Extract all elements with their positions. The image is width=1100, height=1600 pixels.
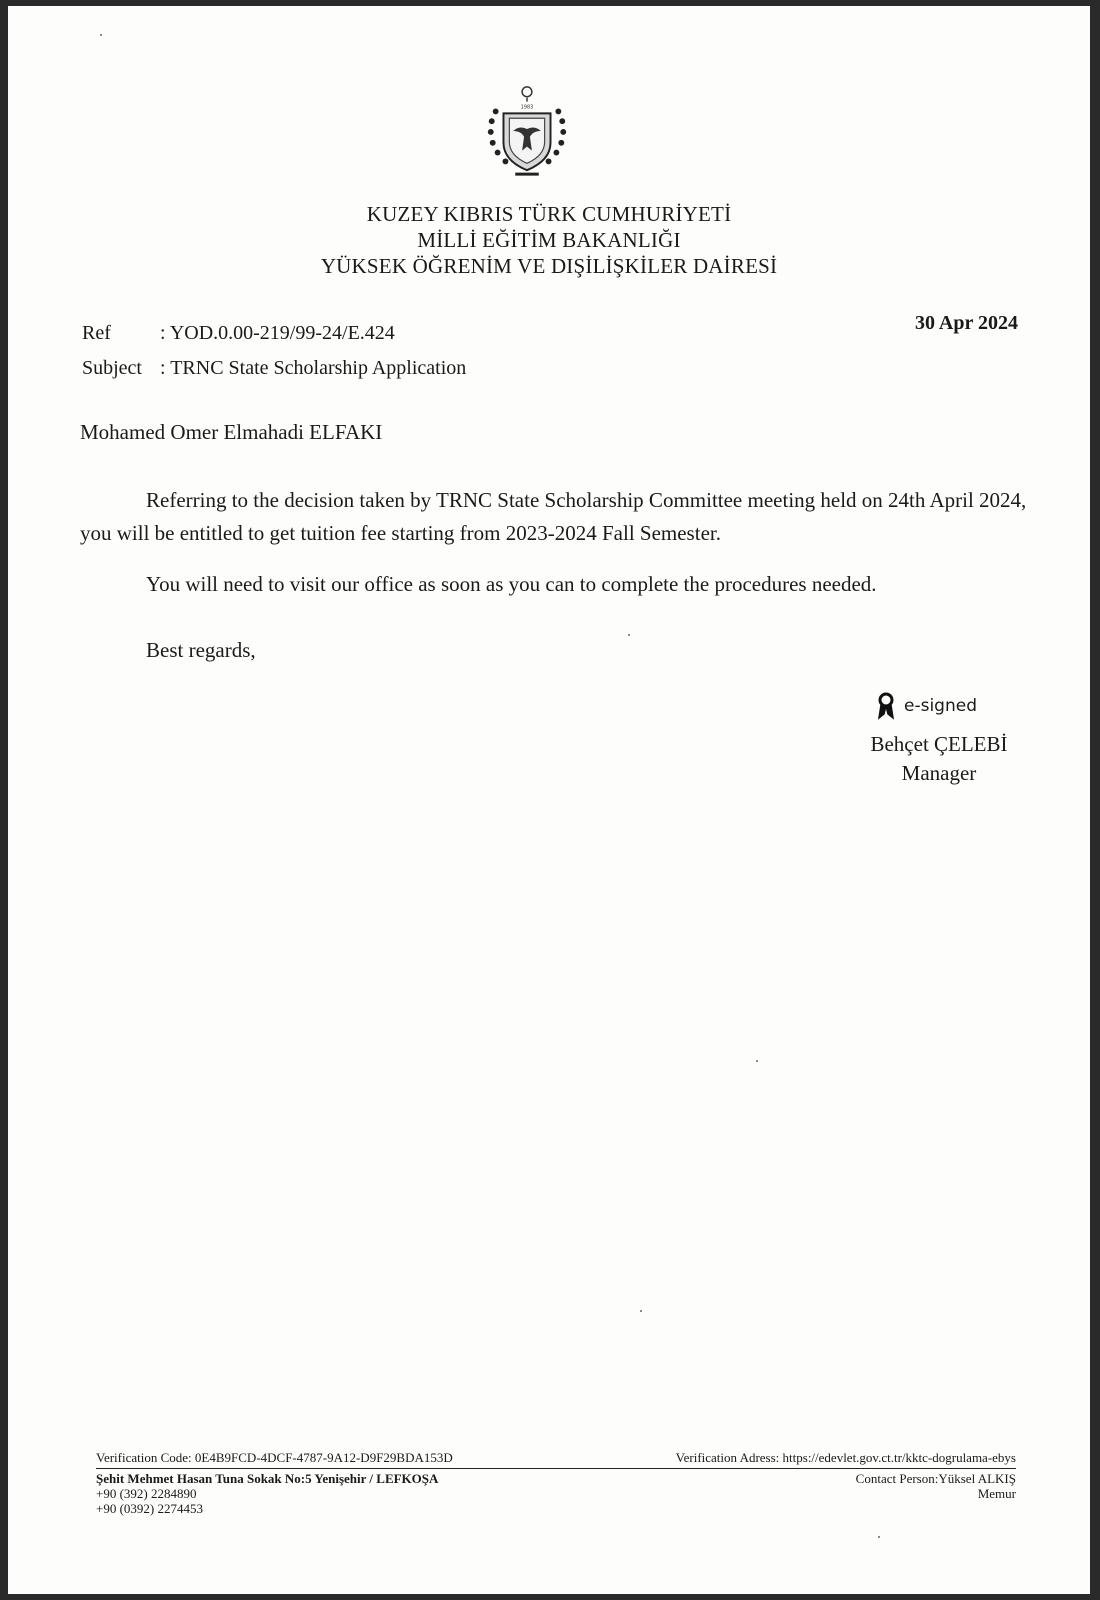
document-footer	[96, 1450, 1016, 1516]
scan-speck	[756, 1060, 758, 1062]
scan-speck	[100, 34, 102, 36]
closing: Best regards,	[146, 638, 256, 662]
subject-label: Subject	[82, 357, 142, 379]
letter-meta	[82, 322, 466, 392]
verification-address[interactable]: Verification Adress: https://edevlet.gov.ct.tr/kktc-dogrulama-ebys	[675, 1450, 1016, 1465]
recipient-name: Mohamed Omer Elmahadi ELFAKI	[80, 420, 383, 444]
header-line-2: MİLLİ EĞİTİM BAKANLIĞI	[417, 228, 681, 252]
letter-date: 30 Apr 2024	[915, 312, 1018, 334]
scan-speck	[878, 1536, 880, 1538]
contact-title: Memur	[977, 1486, 1016, 1501]
subject-value: : TRNC State Scholarship Application	[160, 357, 467, 379]
header-line-3: YÜKSEK ÖĞRENİM VE DIŞİLİŞKİLER DAİRESİ	[320, 254, 778, 278]
e-signed-badge	[876, 692, 977, 720]
scan-speck	[640, 1310, 642, 1312]
phone-1: +90 (392) 2284890	[96, 1486, 197, 1501]
svg-text:1983: 1983	[520, 104, 534, 111]
signature-block	[854, 730, 1024, 788]
body-paragraph-1: Referring to the decision taken by TRNC State Scholarship Committee meeting held on 24th April 2024, you will be entitled to get tuition fee starting from 2023-2024 Fall Semester.	[80, 488, 1027, 545]
header-line-1: KUZEY KIBRIS TÜRK CUMHURİYETİ	[366, 202, 732, 226]
contact-person: Contact Person:Yüksel ALKIŞ	[855, 1471, 1016, 1486]
body-paragraph-2: You will need to visit our office as soon as you can to complete the procedures needed.	[146, 572, 877, 596]
phone-2: +90 (0392) 2274453	[96, 1501, 203, 1516]
trnc-coat-of-arms-icon	[478, 82, 576, 180]
ministry-header	[8, 201, 1090, 279]
signer-title: Manager	[901, 761, 977, 785]
signer-name: Behçet ÇELEBİ	[870, 732, 1008, 756]
ref-label: Ref	[82, 322, 111, 344]
office-address: Şehit Mehmet Hasan Tuna Sokak No:5 Yenişehir / LEFKOŞA	[96, 1471, 439, 1486]
scan-speck	[628, 634, 630, 636]
verification-code: Verification Code: 0E4B9FCD-4DCF-4787-9A12-D9F29BDA153D	[96, 1450, 453, 1465]
document-page	[8, 6, 1090, 1594]
ref-value: : YOD.0.00-219/99-24/E.424	[160, 322, 395, 344]
ribbon-award-icon	[876, 692, 896, 720]
e-signed-label: e-signed	[904, 696, 977, 716]
